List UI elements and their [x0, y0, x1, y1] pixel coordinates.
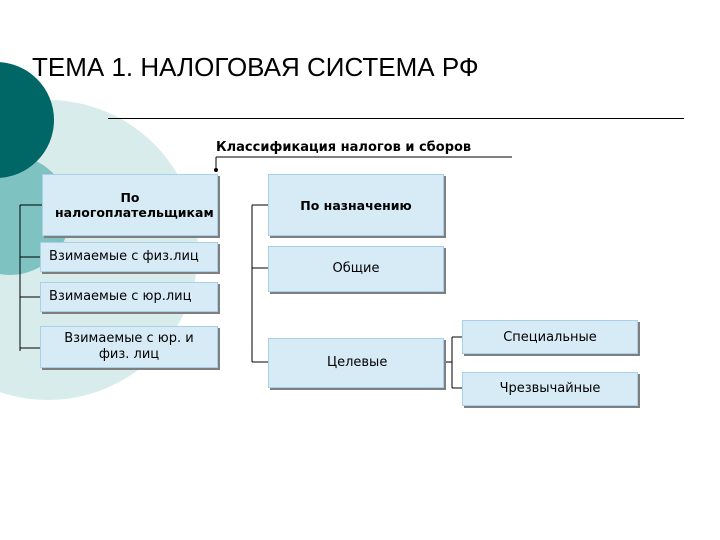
- box-special: [462, 320, 638, 354]
- box-by-taxpayers-label: По налогоплательщикам: [55, 190, 214, 220]
- box-individuals-label: Взимаемые с физ.лиц: [49, 249, 199, 265]
- box-special-label: Специальные: [503, 330, 597, 345]
- box-legal-and-individuals: [40, 326, 218, 368]
- diagram-header: Классификация налогов и сборов: [216, 140, 472, 155]
- box-by-taxpayers: [42, 174, 218, 236]
- box-legal-entities: [40, 282, 218, 312]
- box-emergency-label: Чрезвычайные: [499, 381, 601, 397]
- box-individuals: [40, 242, 218, 272]
- slide-title: ТЕМА 1. НАЛОГОВАЯ СИСТЕМА РФ: [32, 52, 479, 82]
- box-targeted: [268, 338, 444, 388]
- arrow-dot: [214, 168, 218, 172]
- box-legal-entities-label: Взимаемые с юр.лиц: [49, 289, 192, 305]
- box-by-purpose-label: По назначению: [300, 197, 412, 213]
- box-targeted-label: Целевые: [327, 355, 388, 371]
- box-emergency: [462, 372, 638, 406]
- box-general-label: Общие: [332, 261, 380, 277]
- box-general: [268, 246, 444, 292]
- box-legal-and-individuals-label: Взимаемые с юр. и физ. лиц: [64, 331, 194, 362]
- box-by-purpose: [268, 174, 444, 236]
